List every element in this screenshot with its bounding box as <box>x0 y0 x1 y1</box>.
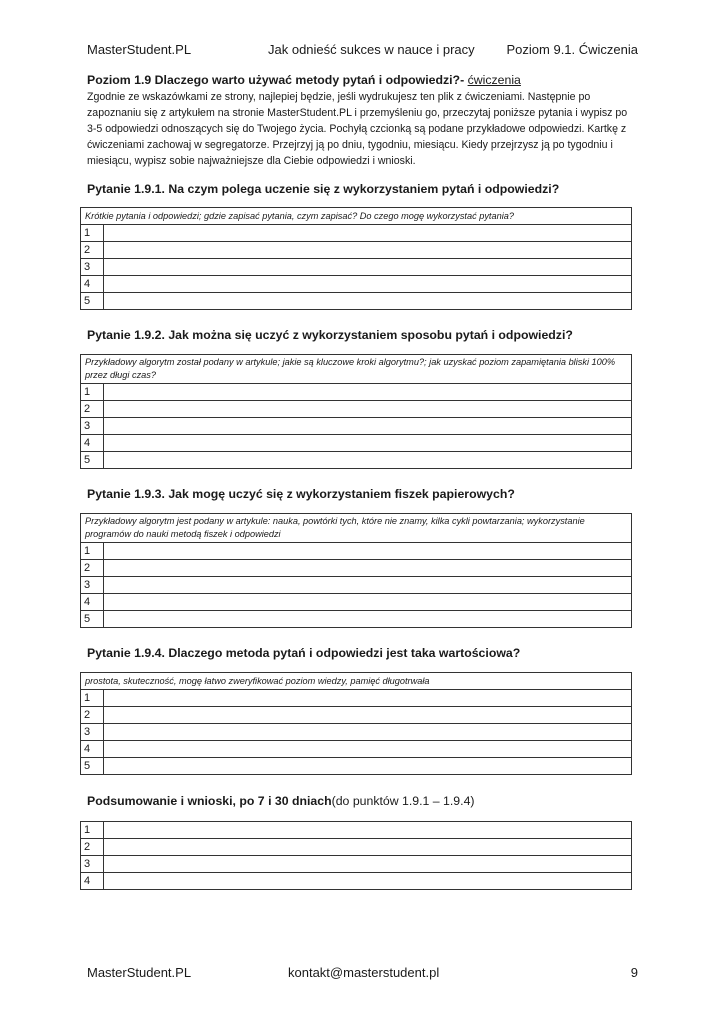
row-number: 5 <box>81 452 104 469</box>
header-book-title: Jak odnieść sukces w nauce i pracy <box>268 42 475 57</box>
answer-table <box>80 354 632 469</box>
answer-field[interactable] <box>104 741 632 758</box>
example-answer: Przykładowy algorytm został podany w artykule; jakie są kluczowe kroki algorytmu?; jak uzyskać poziom zapamiętania bliski 100% przez długi czas? <box>81 355 632 384</box>
answer-field[interactable] <box>104 418 632 435</box>
section-title-text: Poziom 1.9 Dlaczego warto używać metody pytań i odpowiedzi?- <box>87 73 468 87</box>
row-number: 3 <box>81 856 104 873</box>
summary-title-range: (do punktów 1.9.1 – 1.9.4) <box>331 794 475 808</box>
answer-field[interactable] <box>104 724 632 741</box>
row-number: 3 <box>81 259 104 276</box>
answer-field[interactable] <box>104 856 632 873</box>
answer-table <box>80 207 632 310</box>
page-content <box>84 72 632 890</box>
summary-table <box>80 821 632 890</box>
answer-field[interactable] <box>104 822 632 839</box>
row-number: 1 <box>81 384 104 401</box>
answer-field[interactable] <box>104 452 632 469</box>
answer-field[interactable] <box>104 873 632 890</box>
row-number: 1 <box>81 225 104 242</box>
answer-field[interactable] <box>104 401 632 418</box>
section-intro: Zgodnie ze wskazówkami ze strony, najlepiej będzie, jeśli wydrukujesz ten plik z ćwiczeniami. Następnie po zapoznaniu się z artykułem na stronie MasterStudent.PL i przemyśleniu go, przeczytaj poniższe pytania i wypisz po 3-5 odpowiedzi odnoszących się do Twojego życia. Pochyłą czcionką są podane przykładowe odpowiedzi. Kartkę z ćwiczeniami zachowaj w segregatorze. Przejrzyj ją po dniu, tygodniu, miesiącu. Kiedy przejrzysz ją po tygodniu i miesiącu, wypisz sobie najważniejsze dla Ciebie odpowiedzi i wnioski. <box>87 91 628 167</box>
row-number: 1 <box>81 543 104 560</box>
answer-field[interactable] <box>104 293 632 310</box>
section-title <box>87 72 632 89</box>
row-number: 2 <box>81 560 104 577</box>
answer-field[interactable] <box>104 384 632 401</box>
row-number: 1 <box>81 690 104 707</box>
question-title: Pytanie 1.9.2. Jak można się uczyć z wykorzystaniem sposobu pytań i odpowiedzi? <box>87 328 573 342</box>
row-number: 2 <box>81 839 104 856</box>
summary-title-bold: Podsumowanie i wnioski, po 7 i 30 dniach <box>87 794 332 808</box>
answer-field[interactable] <box>104 543 632 560</box>
row-number: 2 <box>81 707 104 724</box>
example-answer: Krótkie pytania i odpowiedzi; gdzie zapisać pytania, czym zapisać? Do czego mogę wykorzystać pytania? <box>81 208 632 225</box>
answer-table <box>80 513 632 628</box>
row-number: 1 <box>81 822 104 839</box>
answer-field[interactable] <box>104 690 632 707</box>
answer-field[interactable] <box>104 225 632 242</box>
row-number: 5 <box>81 758 104 775</box>
answer-field[interactable] <box>104 839 632 856</box>
row-number: 2 <box>81 242 104 259</box>
answer-field[interactable] <box>104 577 632 594</box>
answer-field[interactable] <box>104 594 632 611</box>
footer-site-name: MasterStudent.PL <box>87 965 192 980</box>
header-site-name: MasterStudent.PL <box>87 42 192 57</box>
example-answer: Przykładowy algorytm jest podany w artykule: nauka, powtórki tych, które nie znamy, kilka cykli powtarzania; wykorzystanie programów do nauki metodą fiszek i odpowiedzi <box>81 514 632 543</box>
answer-field[interactable] <box>104 560 632 577</box>
exercises-link[interactable]: ćwiczenia <box>467 73 521 87</box>
summary-title <box>87 793 632 809</box>
row-number: 3 <box>81 724 104 741</box>
row-number: 4 <box>81 594 104 611</box>
header-level: Poziom 9.1. Ćwiczenia <box>506 42 638 57</box>
example-answer: prostota, skuteczność, mogę łatwo zweryfikować poziom wiedzy, pamięć długotrwała <box>81 673 632 690</box>
row-number: 5 <box>81 611 104 628</box>
answer-field[interactable] <box>104 259 632 276</box>
row-number: 4 <box>81 276 104 293</box>
question-title: Pytanie 1.9.4. Dlaczego metoda pytań i odpowiedzi jest taka wartościowa? <box>87 646 521 660</box>
footer-contact-email[interactable]: kontakt@masterstudent.pl <box>288 965 440 980</box>
question-title: Pytanie 1.9.1. Na czym polega uczenie się z wykorzystaniem pytań i odpowiedzi? <box>87 182 560 196</box>
answer-field[interactable] <box>104 707 632 724</box>
page-number: 9 <box>630 965 638 980</box>
row-number: 3 <box>81 418 104 435</box>
row-number: 4 <box>81 873 104 890</box>
page-header <box>87 42 638 60</box>
row-number: 4 <box>81 741 104 758</box>
answer-field[interactable] <box>104 611 632 628</box>
answer-field[interactable] <box>104 435 632 452</box>
row-number: 4 <box>81 435 104 452</box>
answer-field[interactable] <box>104 276 632 293</box>
answer-field[interactable] <box>104 242 632 259</box>
row-number: 2 <box>81 401 104 418</box>
row-number: 3 <box>81 577 104 594</box>
page-footer <box>87 965 638 983</box>
row-number: 5 <box>81 293 104 310</box>
answer-field[interactable] <box>104 758 632 775</box>
question-title: Pytanie 1.9.3. Jak mogę uczyć się z wykorzystaniem fiszek papierowych? <box>87 487 515 501</box>
answer-table <box>80 672 632 775</box>
